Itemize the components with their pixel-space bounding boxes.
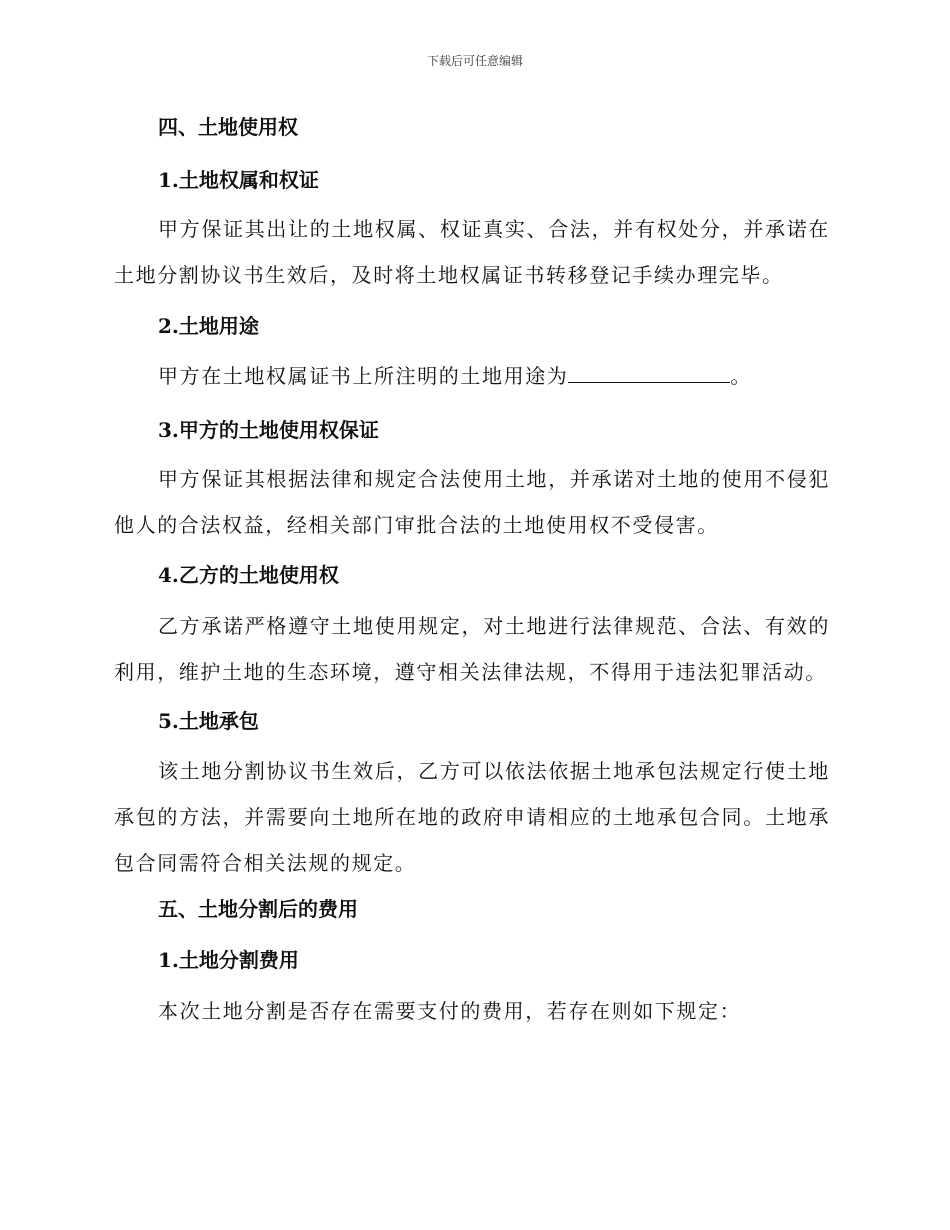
section-heading-land-use-rights: 四、土地使用权 bbox=[158, 115, 298, 139]
paragraph-ownership-certificate: 甲方保证其出让的土地权属、权证真实、合法，并有权处分，并承诺在土地分割协议书生效后，及时将土地权属证书转移登记手续办理完毕。 bbox=[114, 217, 830, 287]
subheading-ownership-certificate: 1.土地权属和权证 bbox=[158, 168, 319, 192]
subheading-party-a-guarantee: 3.甲方的土地使用权保证 bbox=[158, 418, 379, 442]
subheading-land-contract: 5.土地承包 bbox=[158, 709, 259, 733]
land-purpose-blank[interactable] bbox=[568, 362, 730, 383]
land-purpose-text: 甲方在土地权属证书上所注明的土地用途为 bbox=[158, 364, 569, 388]
subheading-division-fees: 1.土地分割费用 bbox=[158, 948, 299, 972]
paragraph-party-a-guarantee: 甲方保证其根据法律和规定合法使用土地，并承诺对土地的使用不侵犯他人的合法权益，经相关部门审批合法的土地使用权不受侵害。 bbox=[114, 467, 830, 537]
subheading-land-purpose: 2.土地用途 bbox=[158, 314, 259, 338]
paragraph-land-purpose bbox=[158, 362, 752, 390]
page-header-note: 下载后可任意编辑 bbox=[426, 54, 523, 68]
paragraph-party-b-rights: 乙方承诺严格遵守土地使用规定，对土地进行法律规范、合法、有效的利用，维护土地的生态环境，遵守相关法律法规，不得用于违法犯罪活动。 bbox=[114, 614, 830, 684]
section-heading-post-division-fees: 五、土地分割后的费用 bbox=[158, 897, 358, 921]
subheading-party-b-rights: 4.乙方的土地使用权 bbox=[158, 563, 339, 587]
paragraph-division-fees: 本次土地分割是否存在需要支付的费用，若存在则如下规定： bbox=[158, 999, 742, 1023]
land-purpose-period: 。 bbox=[730, 364, 753, 388]
paragraph-land-contract: 该土地分割协议书生效后，乙方可以依法依据土地承包法规定行使土地承包的方法，并需要向土地所在地的政府申请相应的土地承包合同。土地承包合同需符合相关法规的规定。 bbox=[114, 759, 830, 875]
